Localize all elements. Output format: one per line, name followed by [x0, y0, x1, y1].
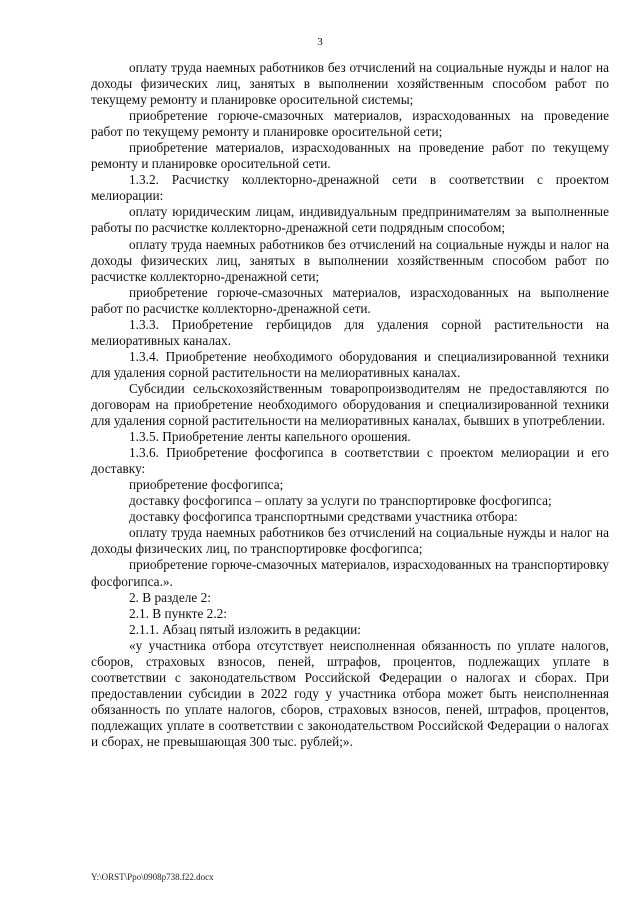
paragraph: приобретение горюче-смазочных материалов, израсходованных на проведение работ по текущему ремонту и планировке оросительной сети;	[91, 108, 609, 140]
paragraph: «у участника отбора отсутствует неисполненная обязанность по уплате налогов, сборов, страховых взносов, пеней, штрафов, процентов, подлежащих уплате в соответствии с законодательством Российской Федерации о налогах и сборах. При предоставлении субсидии в 2022 году у участника отбора может быть неисполненная обязанность по уплате налогов, сборов, страховых взносов, пеней, штрафов, процентов, подлежащих уплате в соответствии с законодательством Российской Федерации о налогах и сборах, не превышающая 300 тыс. рублей;».	[91, 637, 609, 749]
paragraph: доставку фосфогипса – оплату за услуги по транспортировке фосфогипса;	[129, 493, 552, 509]
paragraph: Субсидии сельскохозяйственным товаропроизводителям не предоставляются по договорам на приобретение необходимого оборудования и специализированной техники для удаления сорной растительности на мелиоративных каналах, бывших в употреблении.	[91, 380, 609, 429]
paragraph: 1.3.4. Приобретение необходимого оборудования и специализированной техники для удаления сорной растительности на мелиоративных каналах.	[91, 348, 609, 380]
paragraph: 2.1.1. Абзац пятый изложить в редакции:	[129, 621, 361, 637]
document-body	[91, 60, 609, 750]
paragraph: 2.1. В пункте 2.2:	[129, 605, 227, 621]
paragraph: 1.3.5. Приобретение ленты капельного орошения.	[129, 429, 411, 445]
paragraph: оплату труда наемных работников без отчислений на социальные нужды и налог на доходы физических лиц, занятых в выполнении хозяйственным способом работ по расчистке коллекторно-дренажной сети;	[91, 236, 609, 284]
paragraph: 1.3.6. Приобретение фосфогипса в соответствии с проектом мелиорации и его доставку:	[91, 445, 609, 477]
paragraph: оплату труда наемных работников без отчислений на социальные нужды и налог на доходы физических лиц, занятых в выполнении хозяйственным способом работ по текущему ремонту и планировке оросительной системы;	[91, 60, 609, 108]
paragraph: оплату юридическим лицам, индивидуальным предпринимателям за выполненные работы по расчистке коллекторно-дренажной сети подрядным способом;	[91, 204, 609, 236]
paragraph: приобретение горюче-смазочных материалов, израсходованных на транспортировку фосфогипса.».	[91, 557, 609, 589]
page-number: 3	[317, 36, 323, 48]
paragraph: приобретение материалов, израсходованных на проведение работ по текущему ремонту и планировке оросительной сети.	[91, 140, 609, 172]
paragraph: доставку фосфогипса транспортными средствами участника отбора:	[129, 509, 518, 525]
paragraph: оплату труда наемных работников без отчислений на социальные нужды и налог на доходы физических лиц, по транспортировке фосфогипса;	[91, 525, 609, 557]
footer-file-path: Y:\ORST\Ppo\0908p738.f22.docx	[91, 872, 214, 882]
paragraph: 1.3.2. Расчистку коллекторно-дренажной сети в соответствии с проектом мелиорации:	[91, 172, 609, 204]
paragraph: приобретение фосфогипса;	[129, 477, 284, 493]
paragraph: приобретение горюче-смазочных материалов, израсходованных на выполнение работ по расчистке коллекторно-дренажной сети.	[91, 284, 609, 316]
paragraph: 2. В разделе 2:	[129, 589, 211, 605]
paragraph: 1.3.3. Приобретение гербицидов для удаления сорной растительности на мелиоративных каналах.	[91, 316, 609, 348]
